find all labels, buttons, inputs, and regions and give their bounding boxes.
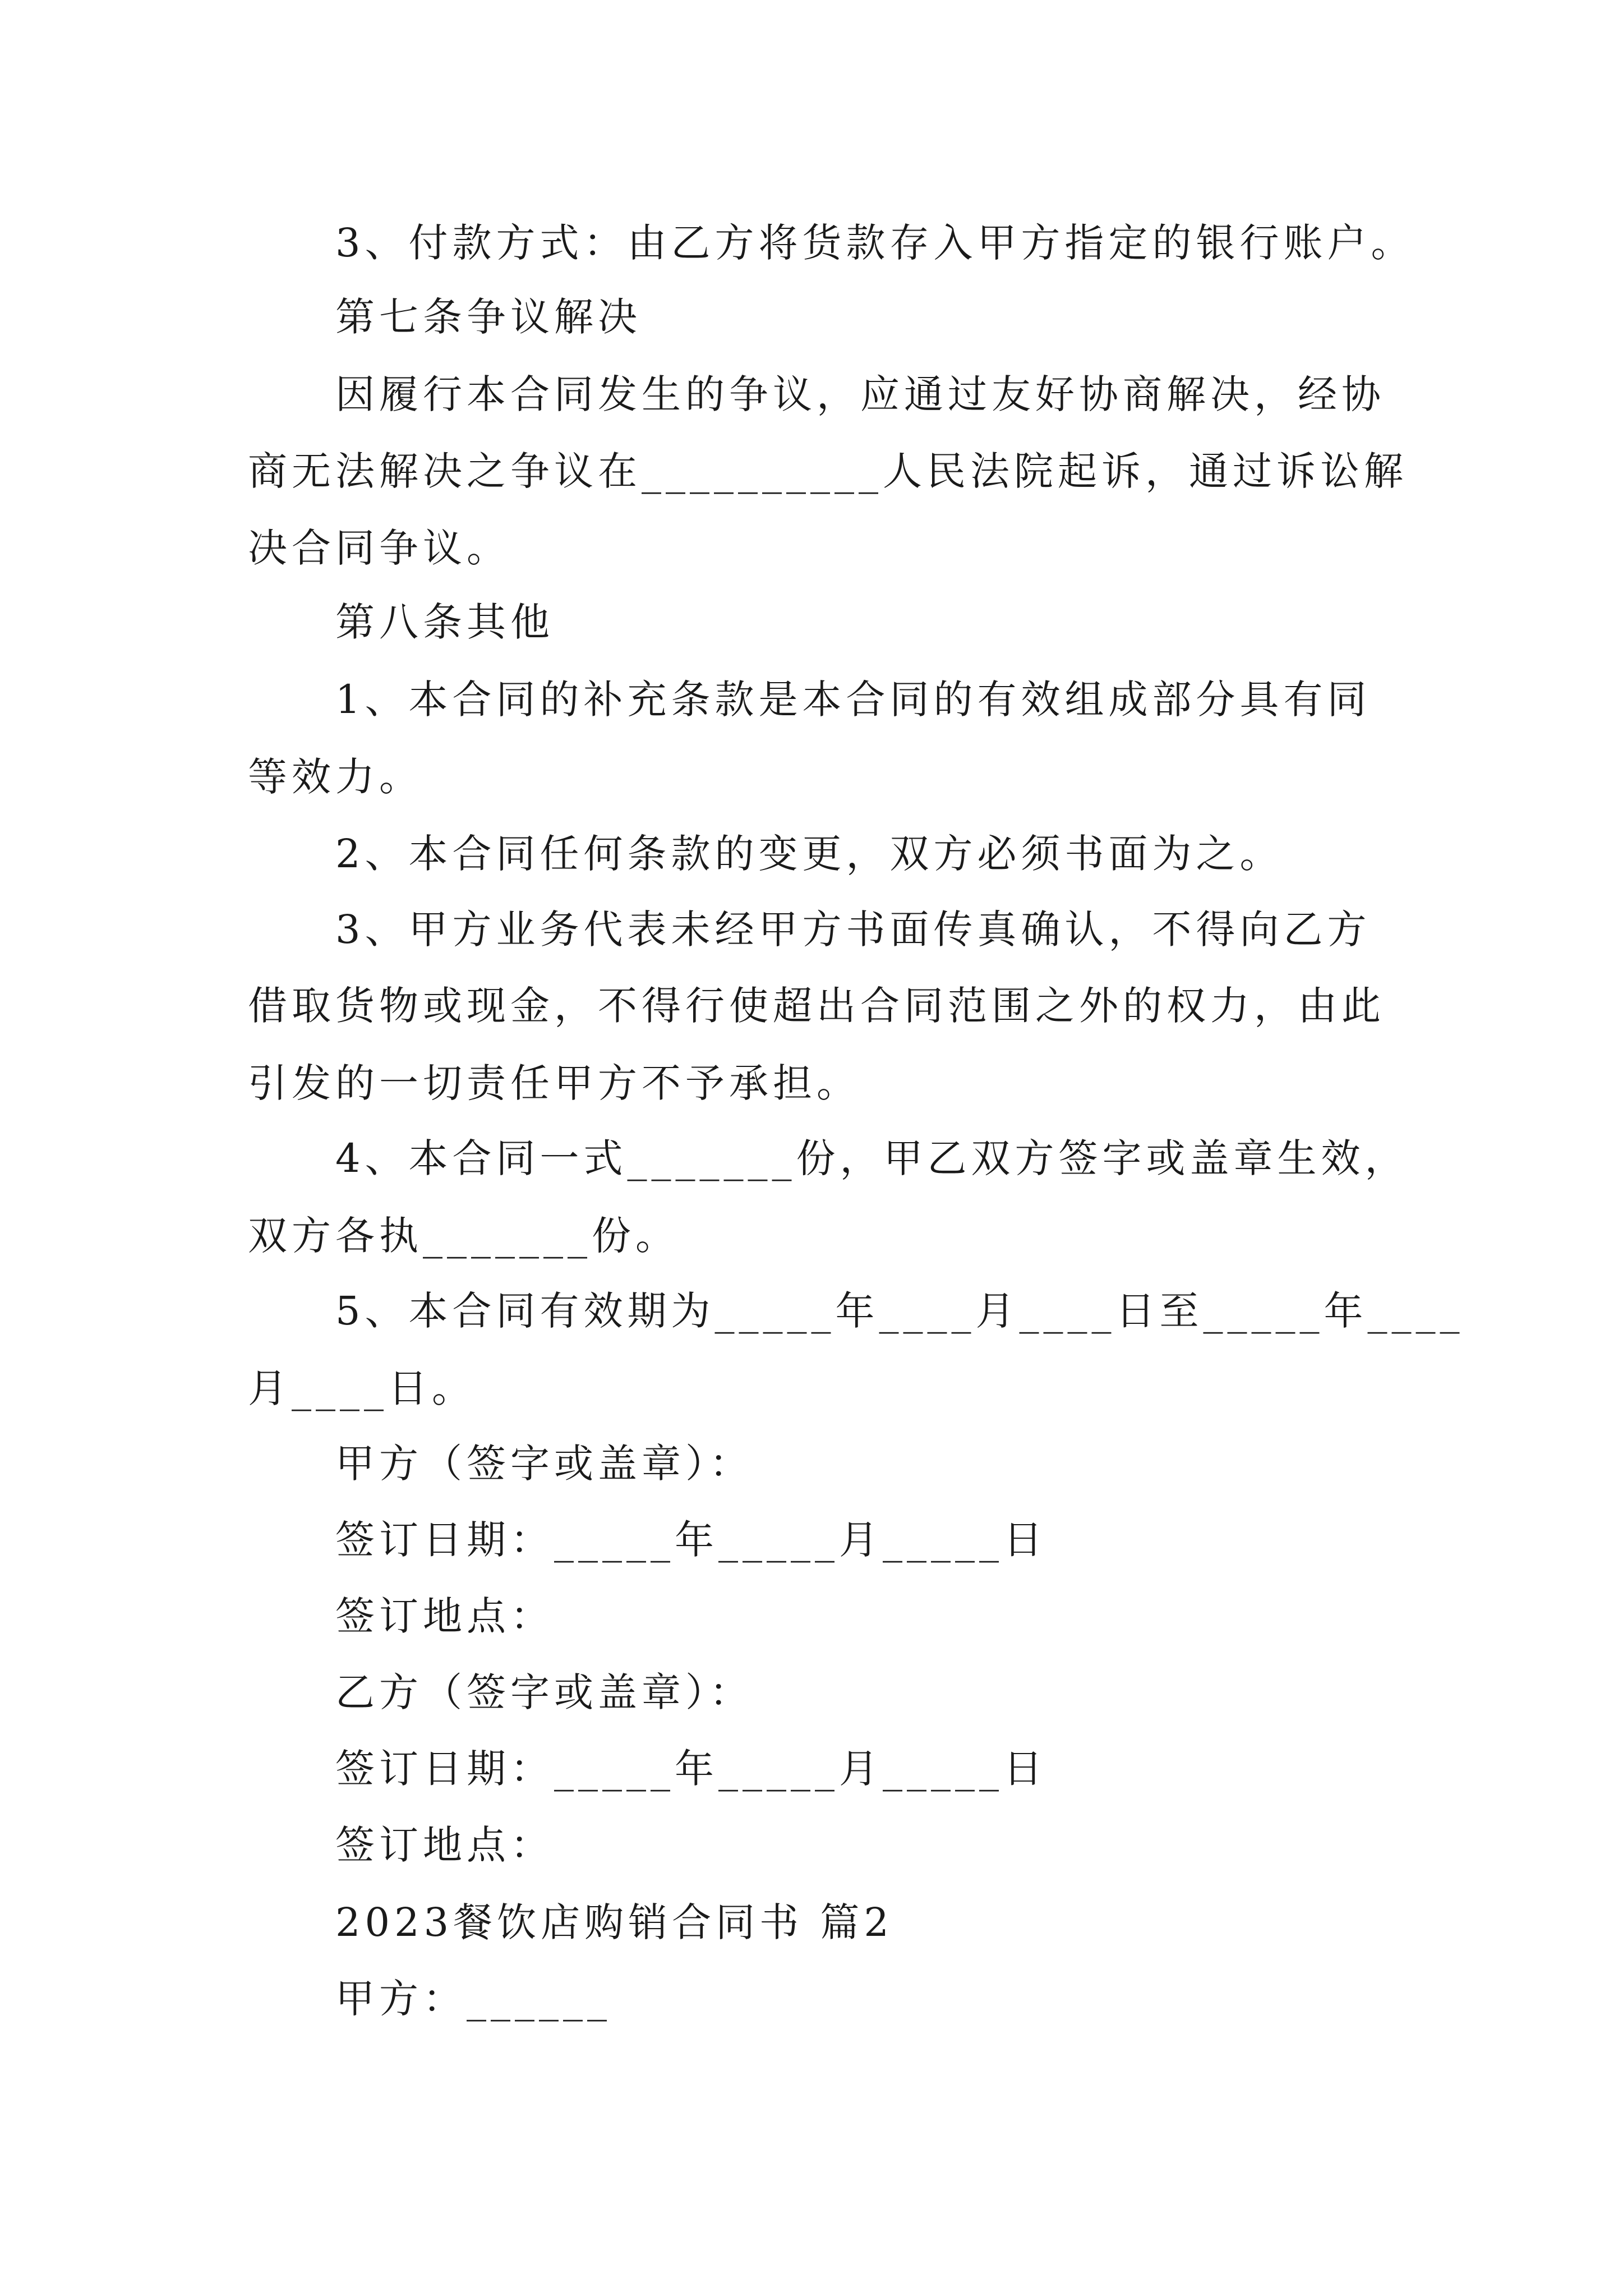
clause-8-3-line-3: 引发的一切责任甲方不予承担。 (248, 1060, 860, 1106)
clause-8-4-line-1: 4、本合同一式_______份，甲乙双方签字或盖章生效， (335, 1135, 1409, 1181)
party-a-sign-place: 签订地点： (335, 1593, 554, 1639)
party-b-signature: 乙方（签字或盖章）： (335, 1669, 753, 1715)
contract-2-title: 2023餐饮店购销合同书 篇2 (335, 1899, 893, 1945)
clause-8-1-line-2: 等效力。 (248, 754, 423, 800)
contract-2-party-a: 甲方：______ (335, 1976, 611, 2022)
party-b-sign-place: 签订地点： (335, 1822, 554, 1868)
clause-8-5-line-2: 月____日。 (248, 1365, 476, 1411)
clause-8-5-line-1: 5、本合同有效期为_____年____月____日至_____年____ (335, 1288, 1464, 1334)
party-a-sign-date: 签订日期：_____年_____月_____日 (335, 1517, 1047, 1563)
article-8-heading: 第八条其他 (335, 599, 554, 645)
dispute-clause-line-2: 商无法解决之争议在__________人民法院起诉，通过诉讼解 (248, 448, 1408, 494)
article-7-heading: 第七条争议解决 (335, 294, 642, 340)
dispute-clause-line-3: 决合同争议。 (248, 525, 510, 571)
clause-8-3-line-2: 借取货物或现金，不得行使超出合同范围之外的权力，由此 (248, 983, 1385, 1029)
clause-8-3-line-1: 3、甲方业务代表未经甲方书面传真确认，不得向乙方 (335, 907, 1371, 953)
clause-8-1-line-1: 1、本合同的补充条款是本合同的有效组成部分具有同 (335, 677, 1371, 723)
party-a-signature: 甲方（签字或盖章）： (335, 1441, 753, 1487)
clause-8-4-line-2: 双方各执_______份。 (248, 1213, 679, 1259)
dispute-clause-line-1: 因履行本合同发生的争议，应通过友好协商解决，经协 (335, 371, 1385, 417)
party-b-sign-date: 签订日期：_____年_____月_____日 (335, 1746, 1047, 1792)
payment-method-clause: 3、付款方式：由乙方将货款存入甲方指定的银行账户。 (335, 220, 1415, 266)
clause-8-2: 2、本合同任何条款的变更，双方必须书面为之。 (335, 831, 1284, 877)
